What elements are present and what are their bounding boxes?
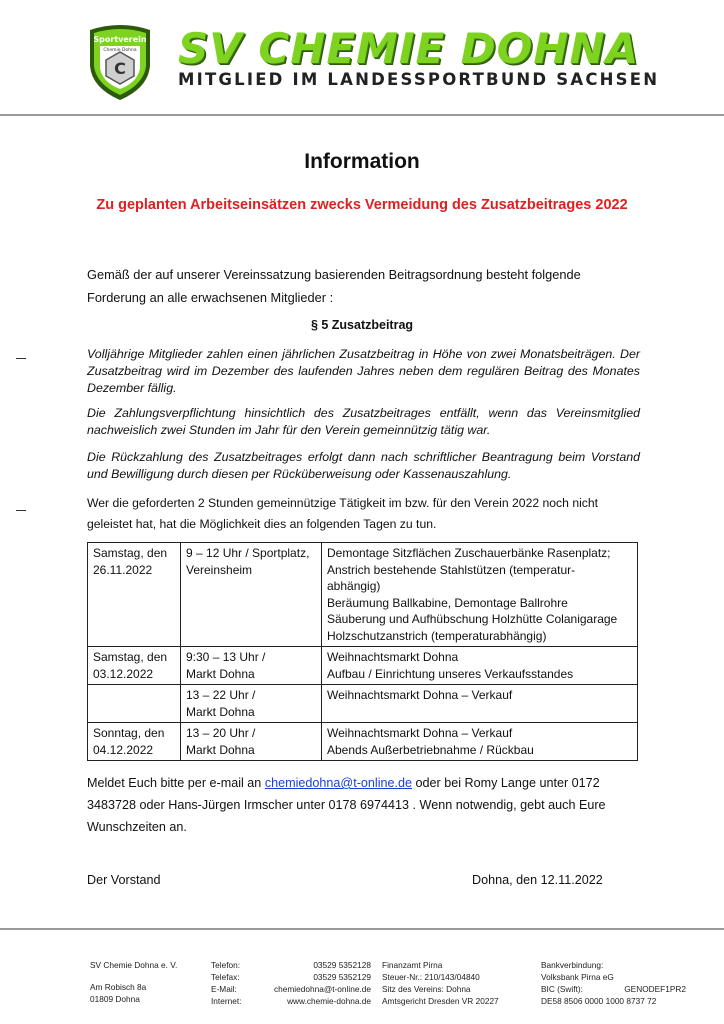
- task-line: abhängig): [327, 579, 381, 593]
- date-cell: [88, 647, 181, 685]
- footer-value: GENODEF1PR2: [624, 984, 686, 994]
- date-line: 26.11.2022: [93, 562, 153, 577]
- club-subtitle: MITGLIED IM LANDESSPORTBUND SACHSEN: [178, 70, 660, 89]
- rule-paragraph: Volljährige Mitglieder zahlen einen jährlichen Zusatzbeitrag in Höhe von zwei Monatsbeiträgen. Der Zusatzbeitrag wird im Dezember des laufenden Jahres neben dem regulären Beitrag des Monates Dezember fällig.: [87, 347, 640, 395]
- intro-line: Gemäß der auf unserer Vereinssatzung basierenden Beitragsordnung besteht folgende: [87, 267, 581, 282]
- task-line: Beräumung Ballkabine, Demontage Ballrohre: [327, 595, 568, 610]
- time-line: 13 – 20 Uhr /: [186, 726, 256, 740]
- footer-value: 03529 5352129: [313, 972, 371, 982]
- footer-bank-line: Volksbank Pirna eG: [541, 972, 614, 982]
- date-line: 04.12.2022: [93, 742, 154, 757]
- time-line: Markt Dohna: [186, 704, 255, 719]
- date-cell: [88, 543, 181, 647]
- time-line: 13 – 22 Uhr /: [186, 688, 256, 702]
- time-cell: [181, 723, 322, 761]
- date-cell: [88, 685, 181, 723]
- footer-address: [90, 959, 190, 1005]
- intro-text: [87, 263, 647, 309]
- header-divider: [0, 114, 724, 116]
- intro-line: Forderung an alle erwachsenen Mitglieder :: [87, 290, 334, 305]
- document-subtitle: Zu geplanten Arbeitseinsätzen zwecks Vermeidung des Zusatzbeitrages 2022: [96, 197, 628, 213]
- footer-divider: [0, 928, 724, 930]
- time-cell: [181, 543, 322, 647]
- schedule-table: [87, 542, 638, 761]
- lead-in-line: Wer die geforderten 2 Stunden gemeinnützige Tätigkeit im bzw. für den Verein 2022 noch nicht: [87, 496, 599, 510]
- club-logo: [84, 22, 156, 102]
- footer-tax-line: Sitz des Vereins: Dohna: [382, 984, 471, 994]
- margin-mark: [16, 358, 26, 359]
- contact-paragraph: [87, 772, 627, 838]
- task-line: Weihnachtsmarkt Dohna – Verkauf: [327, 726, 513, 740]
- contact-text: oder bei Romy Lange unter 0172 3483728 oder Hans-Jürgen Irmscher unter 0178 6974413 . Wenn notwendig, gebt auch Eure Wunschzeiten an.: [87, 776, 606, 834]
- email-link[interactable]: chemiedohna@t-online.de: [264, 776, 413, 790]
- footer-tax-line: Finanzamt Pirna: [382, 960, 443, 970]
- task-line: Weihnachtsmarkt Dohna – Verkauf: [327, 688, 513, 702]
- logo-top-text: Sportverein: [93, 35, 147, 44]
- rule-paragraph: Die Zahlungsverpflichtung hinsichtlich des Zusatzbeitrages entfällt, wenn das Vereinsmitglied nachweislich zwei Stunden im Jahr für den Verein gemeinnützig tätig war.: [87, 406, 640, 437]
- footer-contact: [211, 959, 371, 1007]
- tasks-cell: [322, 723, 638, 761]
- footer-label: Telefon:: [211, 960, 241, 970]
- task-line: Demontage Sitzflächen Zuschauerbänke Rasenplatz;: [327, 546, 611, 560]
- date-line: Samstag, den: [93, 546, 168, 560]
- time-line: Markt Dohna: [186, 666, 255, 681]
- footer-tax-line: Steuer-Nr.: 210/143/04840: [382, 972, 480, 982]
- document-title: Information: [304, 150, 420, 173]
- time-line: Vereinsheim: [186, 562, 253, 577]
- footer-bank-line: DE58 8506 0000 1000 8737 72: [541, 996, 657, 1006]
- footer-street: Am Robisch 8a: [90, 982, 147, 992]
- time-cell: [181, 685, 322, 723]
- footer-label: Telefax:: [211, 972, 240, 982]
- footer-value: 03529 5352128: [313, 960, 371, 970]
- logo-mid-text: Chemie Dohna: [103, 48, 137, 53]
- table-row: [88, 685, 638, 723]
- footer-city: 01809 Dohna: [90, 994, 140, 1004]
- footer-label: Internet:: [211, 996, 242, 1006]
- table-row: [88, 723, 638, 761]
- footer-label: BIC (Swift):: [541, 984, 583, 994]
- task-line: Holzschutzanstrich (temperaturabhängig): [327, 628, 547, 643]
- rule-paragraph: Die Rückzahlung des Zusatzbeitrages erfolgt dann nach schriftlicher Beantragung beim Vorstand und Bewilligung durch diesen per Rücküberweisung oder Kassenauszahlung.: [87, 450, 640, 481]
- logo-letter: C: [114, 59, 126, 78]
- lead-in-line: geleistet hat, hat die Möglichkeit dies an folgenden Tagen zu tun.: [87, 517, 437, 531]
- date-line: 03.12.2022: [93, 666, 154, 681]
- time-line: 9 – 12 Uhr / Sportplatz,: [186, 546, 310, 560]
- task-line: Aufbau / Einrichtung unseres Verkaufsstandes: [327, 666, 574, 681]
- footer-tax: [382, 959, 522, 1007]
- task-line: Säuberung und Aufhübschung Holzhütte Colanigarage: [327, 612, 618, 626]
- club-name: SV CHEMIE DOHNA: [178, 24, 640, 73]
- tasks-cell: [322, 543, 638, 647]
- time-line: Markt Dohna: [186, 742, 255, 757]
- date-cell: [88, 723, 181, 761]
- margin-mark: [16, 510, 26, 511]
- task-line: Anstrich bestehende Stahlstützen (temperatur-: [327, 562, 576, 577]
- footer-email[interactable]: chemiedohna@t-online.de: [274, 984, 371, 994]
- footer-website[interactable]: www.chemie-dohna.de: [287, 996, 371, 1006]
- signature: Der Vorstand: [87, 873, 161, 887]
- footer-label: E-Mail:: [211, 984, 237, 994]
- footer-bank: [541, 959, 686, 1007]
- footer-tax-line: Amtsgericht Dresden VR 20227: [382, 996, 499, 1006]
- tasks-cell: [322, 685, 638, 723]
- date-line: Samstag, den: [93, 650, 168, 664]
- table-row: [88, 543, 638, 647]
- lead-in-text: [87, 493, 647, 535]
- footer-org-name: SV Chemie Dohna e. V.: [90, 960, 178, 970]
- place-date: Dohna, den 12.11.2022: [472, 873, 603, 887]
- paragraph-title: § 5 Zusatzbeitrag: [310, 318, 414, 332]
- table-row: [88, 647, 638, 685]
- date-line: Sonntag, den: [93, 726, 165, 740]
- footer-bank-line: Bankverbindung:: [541, 960, 604, 970]
- tasks-cell: [322, 647, 638, 685]
- task-line: Weihnachtsmarkt Dohna: [327, 650, 459, 664]
- time-cell: [181, 647, 322, 685]
- contact-text: Meldet Euch bitte per e-mail an: [87, 776, 265, 790]
- time-line: 9:30 – 13 Uhr /: [186, 650, 266, 664]
- task-line: Abends Außerbetriebnahme / Rückbau: [327, 742, 534, 757]
